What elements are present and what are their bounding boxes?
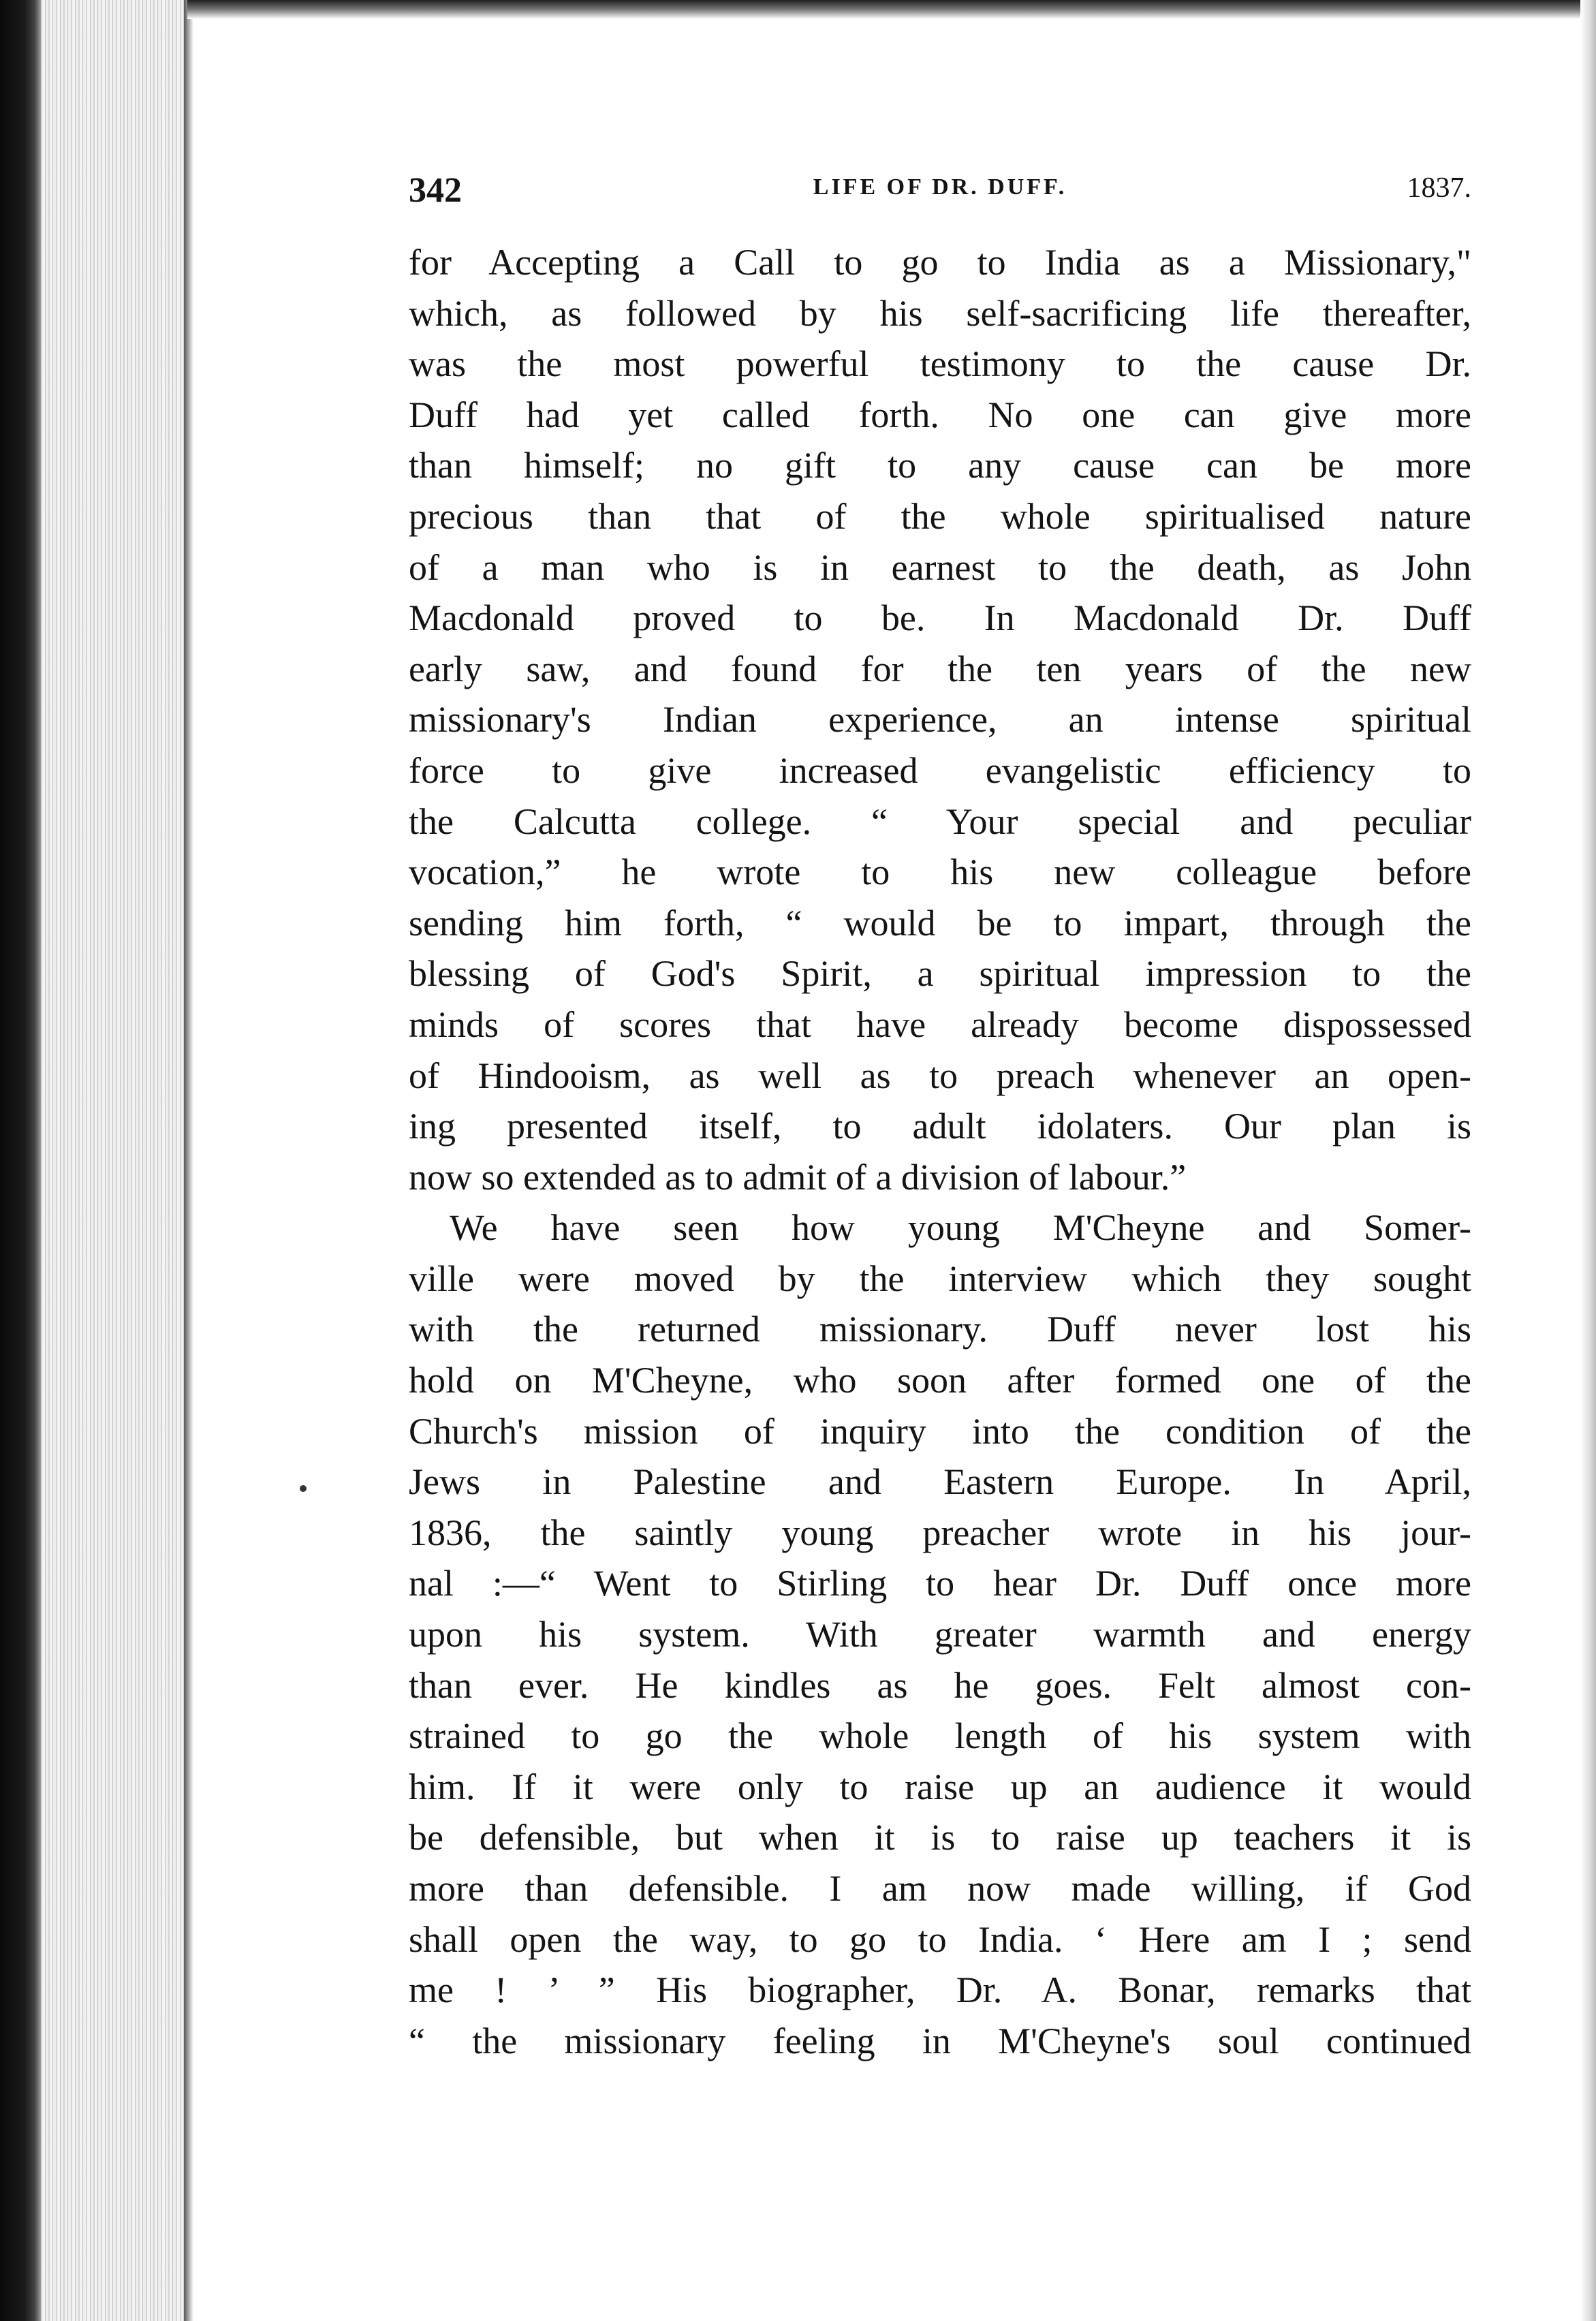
text-line: now so extended as to admit of a division of labour.” bbox=[409, 1156, 1187, 1198]
text-line: Jews in Palestine and Eastern Europe. In April, bbox=[409, 1461, 1471, 1503]
text-line: upon his system. With greater warmth and energy bbox=[409, 1614, 1471, 1655]
right-page-edge bbox=[1580, 0, 1596, 2321]
page-number: 342 bbox=[409, 171, 462, 210]
text-line: “ the missionary feeling in M'Cheyne's soul continued bbox=[409, 2020, 1471, 2061]
text-line: force to give increased evangelistic efficiency to bbox=[409, 749, 1471, 791]
text-line: with the returned missionary. Duff never lost his bbox=[409, 1309, 1471, 1350]
text-line: more than defensible. I am now made willing, if God bbox=[409, 1868, 1471, 1909]
text-line: vocation,” he wrote to his new colleague before bbox=[409, 852, 1471, 893]
body-text bbox=[409, 237, 1471, 2066]
text-line: blessing of God's Spirit, a spiritual impression to the bbox=[409, 953, 1471, 995]
text-line: of Hindooism, as well as to preach whenever an open- bbox=[409, 1055, 1471, 1096]
running-head bbox=[409, 163, 1471, 211]
text-line: missionary's Indian experience, an intense spiritual bbox=[409, 699, 1471, 741]
text-line: was the most powerful testimony to the cause Dr. bbox=[409, 343, 1471, 385]
text-line: for Accepting a Call to go to India as a Missionary," bbox=[409, 242, 1471, 283]
text-line: strained to go the whole length of his system with bbox=[409, 1715, 1471, 1757]
text-line: than ever. He kindles as he goes. Felt almost con- bbox=[409, 1664, 1471, 1706]
book-page-edges bbox=[41, 0, 187, 2321]
text-line: minds of scores that have already become dispossessed bbox=[409, 1003, 1471, 1045]
text-line: ville were moved by the interview which they sought bbox=[409, 1258, 1471, 1299]
text-line: 1836, the saintly young preacher wrote in his jour- bbox=[409, 1512, 1471, 1553]
running-title: LIFE OF DR. DUFF. bbox=[813, 174, 1067, 200]
scan-speck bbox=[300, 1485, 307, 1492]
page-edge-shadow bbox=[184, 0, 193, 2321]
text-line: than himself; no gift to any cause can be more bbox=[409, 445, 1471, 486]
text-line: him. If it were only to raise up an audience it would bbox=[409, 1766, 1471, 1807]
text-line: We have seen how young M'Cheyne and Somer- bbox=[450, 1207, 1471, 1249]
top-page-edge bbox=[187, 0, 1596, 19]
text-line: Church's mission of inquiry into the condition of the bbox=[409, 1410, 1471, 1452]
text-line: sending him forth, “ would be to impart, through the bbox=[409, 902, 1471, 944]
text-line: shall open the way, to go to India. ‘ Here am I ; send bbox=[409, 1918, 1471, 1960]
text-line: of a man who is in earnest to the death, as John bbox=[409, 546, 1471, 588]
text-line: the Calcutta college. “ Your special and peculiar bbox=[409, 800, 1471, 842]
text-line: precious than that of the whole spiritualised nature bbox=[409, 495, 1471, 537]
book-binding bbox=[0, 0, 41, 2321]
text-line: ing presented itself, to adult idolaters. Our plan is bbox=[409, 1106, 1471, 1147]
text-line: be defensible, but when it is to raise up teachers it is bbox=[409, 1817, 1471, 1858]
text-line: nal :—“ Went to Stirling to hear Dr. Duff once more bbox=[409, 1563, 1471, 1604]
text-line: which, as followed by his self-sacrificing life thereafter, bbox=[409, 292, 1471, 334]
running-year: 1837. bbox=[1407, 172, 1471, 204]
text-line: early saw, and found for the ten years of the new bbox=[409, 648, 1471, 689]
text-line: hold on M'Cheyne, who soon after formed one of the bbox=[409, 1360, 1471, 1401]
text-line: Duff had yet called forth. No one can give more bbox=[409, 394, 1471, 435]
text-line: me ! ’ ” His biographer, Dr. A. Bonar, remarks that bbox=[409, 1969, 1471, 2011]
text-line: Macdonald proved to be. In Macdonald Dr. Duff bbox=[409, 597, 1471, 639]
page-content bbox=[409, 163, 1471, 2066]
